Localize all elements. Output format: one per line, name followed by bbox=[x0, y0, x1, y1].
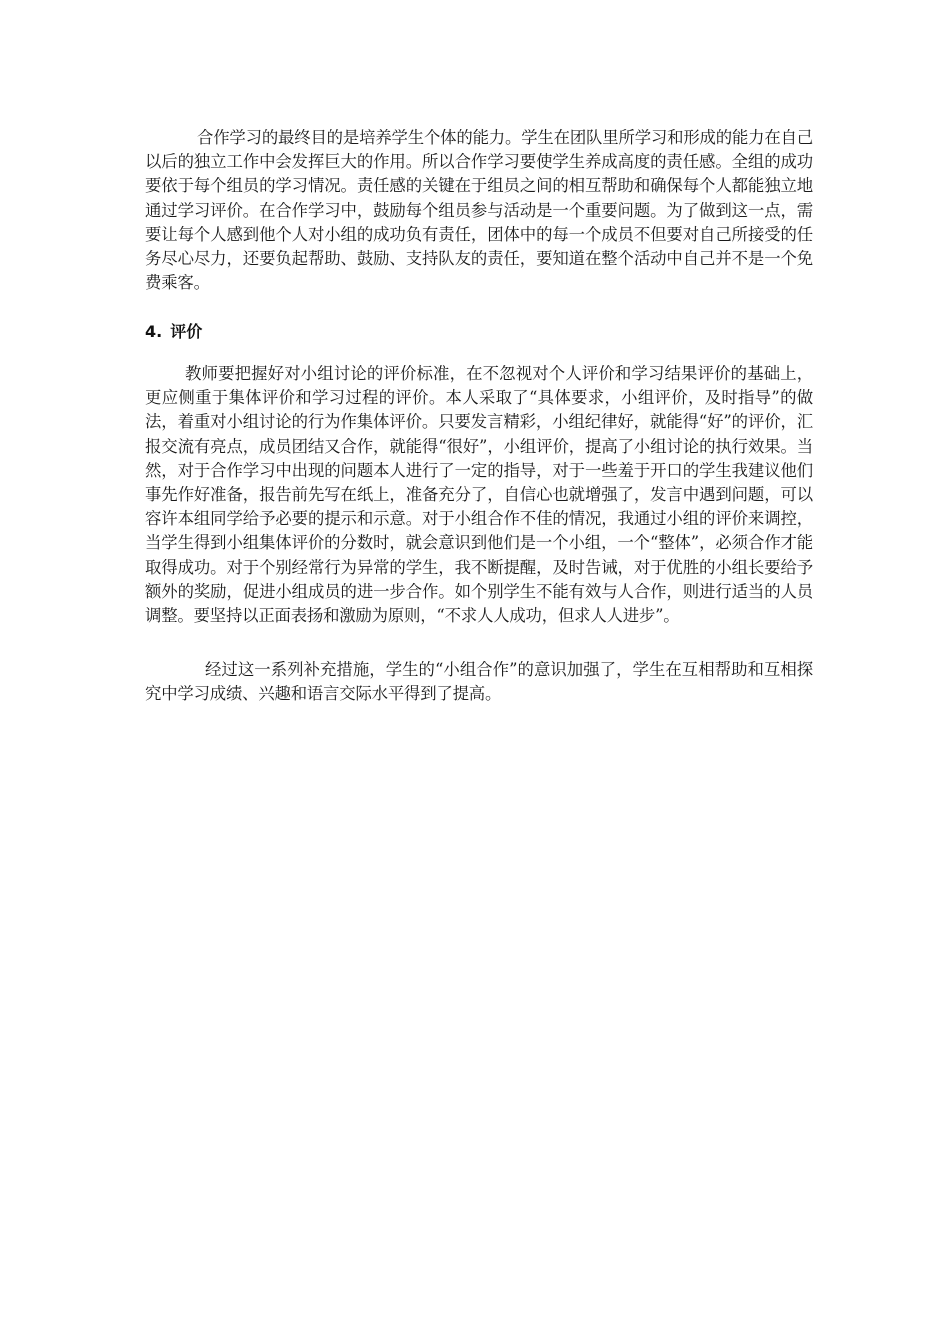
section-title: 评价 bbox=[170, 322, 203, 341]
paragraph-conclusion: 经过这一系列补充措施，学生的“小组合作”的意识加强了，学生在互相帮助和互相探究中学习成绩、兴趣和语言交际水平得到了提高。 bbox=[145, 660, 813, 704]
paragraph-cooperative-learning-goal: 合作学习的最终目的是培养学生个体的能力。学生在团队里所学习和形成的能力在自己以后的独立工作中会发挥巨大的作用。所以合作学习要使学生养成高度的责任感。全组的成功要依于每个组员的学习情况。责任感的关键在于组员之间的相互帮助和确保每个人都能独立地通过学习评价。在合作学习中，鼓励每个组员参与活动是一个重要问题。为了做到这一点，需要让每个人感到他个人对小组的成功负有责任，团体中的每一个成员不但要对自己所接受的任务尽心尽力，还要负起帮助、鼓励、支持队友的责任，要知道在整个活动中自己并不是一个免费乘客。 bbox=[145, 128, 813, 293]
section-heading-evaluation bbox=[145, 320, 202, 344]
paragraph-evaluation-standards: 教师要把握好对小组讨论的评价标准，在不忽视对个人评价和学习结果评价的基础上，更应侧重于集体评价和学习过程的评价。本人采取了“具体要求，小组评价，及时指导”的做法，着重对小组讨论的行为作集体评价。只要发言精彩，小组纪律好，就能得“好”的评价，汇报交流有亮点，成员团结又合作，就能得“很好”，小组评价，提高了小组讨论的执行效果。当然，对于合作学习中出现的问题本人进行了一定的指导，对于一些羞于开口的学生我建议他们事先作好准备，报告前先写在纸上，准备充分了，自信心也就增强了，发言中遇到问题，可以容许本组同学给予必要的提示和示意。对于小组合作不佳的情况，我通过小组的评价来调控，当学生得到小组集体评价的分数时，就会意识到他们是一个小组，一个“整体”，必须合作才能取得成功。对于个别经常行为异常的学生，我不断提醒，及时告诫，对于优胜的小组长要给予额外的奖励，促进小组成员的进一步合作。如个别学生不能有效与人合作，则进行适当的人员调整。要坚持以正面表扬和激励为原则，“不求人人成功，但求人人进步”。 bbox=[145, 364, 813, 626]
section-number: 4. bbox=[145, 322, 163, 341]
